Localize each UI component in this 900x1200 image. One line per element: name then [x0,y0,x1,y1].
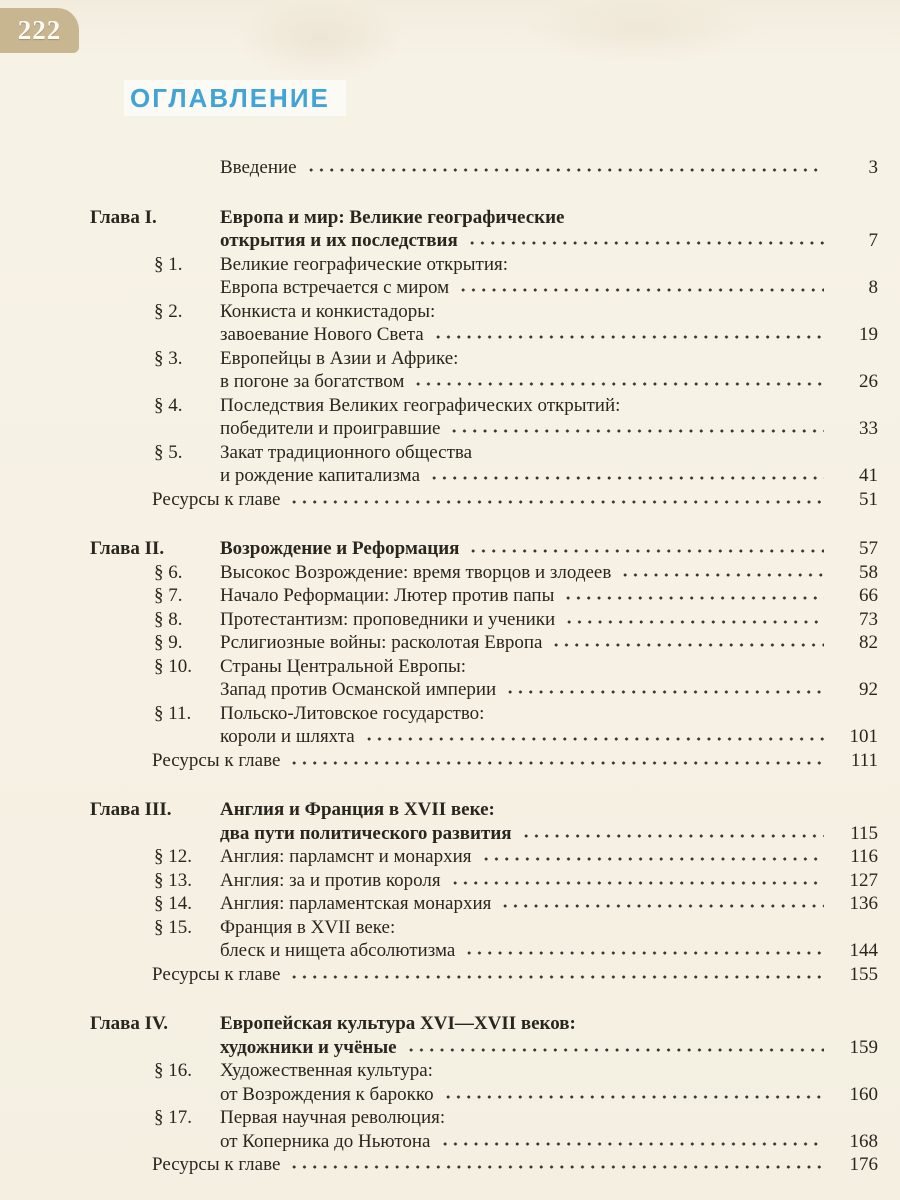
page-ref: 168 [849,1130,878,1152]
toc-line [220,537,878,561]
toc-line [220,725,878,749]
page-ref: 73 [859,608,878,630]
entry-number: § 14. [154,893,192,914]
page-ref: 176 [849,1154,878,1175]
toc-line [220,370,878,394]
toc-text: Англия и Франция в XVII веке: [220,799,495,820]
toc-text: Последствия Великих географических открытий: [220,394,621,416]
toc-entry [154,631,878,655]
dot-leader [498,895,824,909]
toc-text: от Возрождения к барокко [220,1083,434,1105]
toc-entry [154,1106,878,1153]
toc-entry [154,608,878,632]
dot-leader [427,467,824,481]
entry-number: § 7. [154,585,183,606]
page-ref: 136 [849,893,878,914]
page-ref: 160 [849,1083,878,1105]
toc-line [220,678,878,702]
entry-title [220,300,878,347]
toc-line [220,631,878,655]
toc-text: в погоне за богатством [220,371,405,392]
chapter-heading [90,1012,878,1059]
toc-text: Англия: парламентская монархия [220,893,492,914]
page-ref: 144 [849,940,878,961]
dot-leader [549,634,824,648]
toc-line [220,822,878,846]
chapter-title [220,798,878,845]
toc-text: Протестантизм: проповедники и ученики [220,608,556,630]
toc-text: Европейская культура XVI—XVII веков: [220,1013,576,1034]
dot-leader [447,420,824,434]
dot-leader [503,681,824,695]
entry-number: § 3. [154,347,183,369]
toc-text: от Коперника до Ньютона [220,1130,431,1152]
toc-entry [154,300,878,347]
page-title: ОГЛАВЛЕНИЕ [124,80,346,116]
dot-leader [287,1156,824,1170]
toc-line [220,441,878,465]
toc-entry [154,584,878,608]
toc-text: Великие географические открытия: [220,253,509,275]
toc-text: Закат традиционного общества [220,441,473,463]
toc-line [220,608,878,632]
toc-line [220,253,878,277]
entry-number: § 10. [154,655,192,677]
dot-leader [448,872,824,886]
toc-entry [154,253,878,300]
page-number: 222 [17,15,62,45]
page-ref: 41 [859,465,878,486]
page-ref: 101 [849,726,878,747]
entry-title [220,394,878,441]
toc-text: Европа встречается с миром [220,277,450,298]
toc-text: Высокос Возрождение: время творцов и злодеев [220,561,612,583]
toc-entry [154,869,878,893]
entry-number: § 15. [154,916,192,938]
chapter-heading [90,537,878,561]
dot-leader [404,1039,824,1053]
toc-text: Первая научная революция: [220,1107,446,1128]
toc-chapter-3 [90,798,878,986]
entry-number: § 12. [154,846,192,867]
page-ref: 57 [859,538,878,559]
entry-number: § 9. [154,632,183,653]
page-ref: 33 [859,418,878,439]
page-ref: 115 [850,822,878,844]
dot-leader [287,752,824,766]
page-ref: 19 [859,324,878,345]
toc-text: Начало Реформации: Лютер против папы [220,585,555,606]
toc-line [220,798,878,822]
toc-line [220,892,878,916]
entry-number: § 13. [154,869,192,891]
toc-text: Рслигиозные войны: расколотая Европа [220,632,543,653]
resources-row [152,963,878,987]
toc-line [220,417,878,441]
toc-line [220,1012,878,1036]
entry-title [220,869,878,893]
dot-leader [431,326,824,340]
page-ref: 8 [868,277,878,298]
chapter-label: Глава I. [90,206,157,228]
toc-text: художники и учёные [220,1036,397,1058]
toc-entry [154,845,878,869]
toc-line [220,561,878,585]
toc-entry [154,441,878,488]
dot-leader [562,611,824,625]
page-ref: 26 [859,371,878,392]
toc-text: Введение [220,157,297,178]
page-ref: 58 [859,561,878,583]
entry-number: § 8. [154,608,183,630]
toc-text: и рождение капитализма [220,465,421,486]
toc-text: Страны Центральной Европы: [220,655,467,677]
toc-text: Европа и мир: Великие географические [220,206,565,228]
toc-line [220,1130,878,1154]
toc-chapter-4 [90,1012,878,1177]
toc-line [220,1083,878,1107]
toc-entry [154,892,878,916]
page-ref: 155 [849,963,878,985]
toc-text: Запад против Османской империи [220,679,497,700]
toc-line [220,584,878,608]
entry-title [220,608,878,632]
entry-number: § 16. [154,1060,192,1081]
toc-text: Польско-Литовское государство: [220,702,485,724]
entry-title [220,916,878,963]
toc-line [220,394,878,418]
toc-line [220,276,878,300]
page-ref: 7 [868,230,878,251]
toc-line [220,1059,878,1083]
toc-text: Англия: за и против короля [220,869,441,891]
dot-leader [411,373,824,387]
toc-text: завоевание Нового Света [220,324,424,345]
toc-text: Художественная культура: [220,1060,433,1081]
entry-title [220,892,878,916]
entry-number: § 1. [154,253,183,275]
toc-text: Ресурсы к главе [152,749,281,771]
toc-line [220,869,878,893]
toc-entry [154,1059,878,1106]
dot-leader [462,942,824,956]
resources-row [152,1153,878,1177]
chapter-title [220,206,878,253]
toc-text: Возрождение и Реформация [220,538,460,559]
dot-leader [561,587,824,601]
toc-line [220,845,878,869]
dot-leader [456,279,824,293]
toc-line [220,206,878,230]
toc-line [220,916,878,940]
toc-line [220,1106,878,1130]
chapter-title [220,537,878,561]
page-ref: 51 [859,488,878,510]
entry-title [220,845,878,869]
entry-title [220,1059,878,1106]
page-ref: 116 [850,846,878,867]
toc-entry [154,561,878,585]
dot-leader [479,848,824,862]
dot-leader [519,825,824,839]
entry-title [220,655,878,702]
toc-chapter-1 [90,206,878,512]
page-ref: 92 [859,679,878,700]
toc-entry [154,655,878,702]
entry-number: § 11. [154,702,192,724]
entry-title [220,347,878,394]
dot-leader [304,159,824,173]
toc-line [220,229,878,253]
toc-text: два пути политического развития [220,822,512,844]
resources-row [152,749,878,773]
toc-entry [154,347,878,394]
toc-text: Ресурсы к главе [152,1154,281,1175]
entry-number: § 4. [154,394,183,416]
toc-text: Англия: парламснт и монархия [220,846,472,867]
chapter-label: Глава III. [90,799,172,820]
dot-leader [466,540,824,554]
toc-line [220,323,878,347]
page-ref: 66 [859,585,878,606]
page-ref: 111 [850,749,878,771]
toc-line [220,702,878,726]
toc-intro-row [220,156,878,180]
entry-title [220,441,878,488]
chapter-title [220,1012,878,1059]
resources-row [152,488,878,512]
toc-text: открытия и их последствия [220,230,458,251]
chapter-heading [90,206,878,253]
entry-title [220,253,878,300]
toc-text: Конкиста и конкистадоры: [220,300,436,322]
entry-number: § 5. [154,441,183,463]
entry-title [220,1106,878,1153]
dot-leader [438,1133,825,1147]
page-ref: 159 [849,1036,878,1058]
entry-number: § 17. [154,1107,192,1128]
toc-line [220,300,878,324]
dot-leader [465,232,824,246]
toc-line [220,347,878,371]
dot-leader [287,491,824,505]
toc-entry [154,702,878,749]
chapter-label: Глава II. [90,538,165,559]
toc-line [220,1036,878,1060]
entry-title [220,561,878,585]
toc-text: короли и шляхта [220,726,355,747]
dot-leader [441,1086,824,1100]
toc-line [220,655,878,679]
chapter-heading [90,798,878,845]
entry-title [220,702,878,749]
page-ref: 127 [849,869,878,891]
toc-line [220,464,878,488]
toc-text: Ресурсы к главе [152,963,281,985]
entry-number: § 2. [154,300,183,322]
page-ref: 3 [868,157,878,178]
entry-number: § 6. [154,561,183,583]
toc-text: Европейцы в Азии и Африке: [220,347,459,369]
chapter-label: Глава IV. [90,1013,169,1034]
dot-leader [618,564,824,578]
toc-entry [154,916,878,963]
page-ref: 82 [859,632,878,653]
toc-text: блеск и нищета абсолютизма [220,940,456,961]
toc-entry [154,394,878,441]
toc-text: Франция в XVII веке: [220,916,396,938]
dot-leader [362,728,824,742]
toc-text: Ресурсы к главе [152,488,281,510]
toc-list [90,156,878,1177]
entry-title [220,584,878,608]
toc-line [220,939,878,963]
toc-chapter-2 [90,537,878,772]
dot-leader [287,966,824,980]
toc-text: победители и проигравшие [220,418,441,439]
entry-title [220,631,878,655]
